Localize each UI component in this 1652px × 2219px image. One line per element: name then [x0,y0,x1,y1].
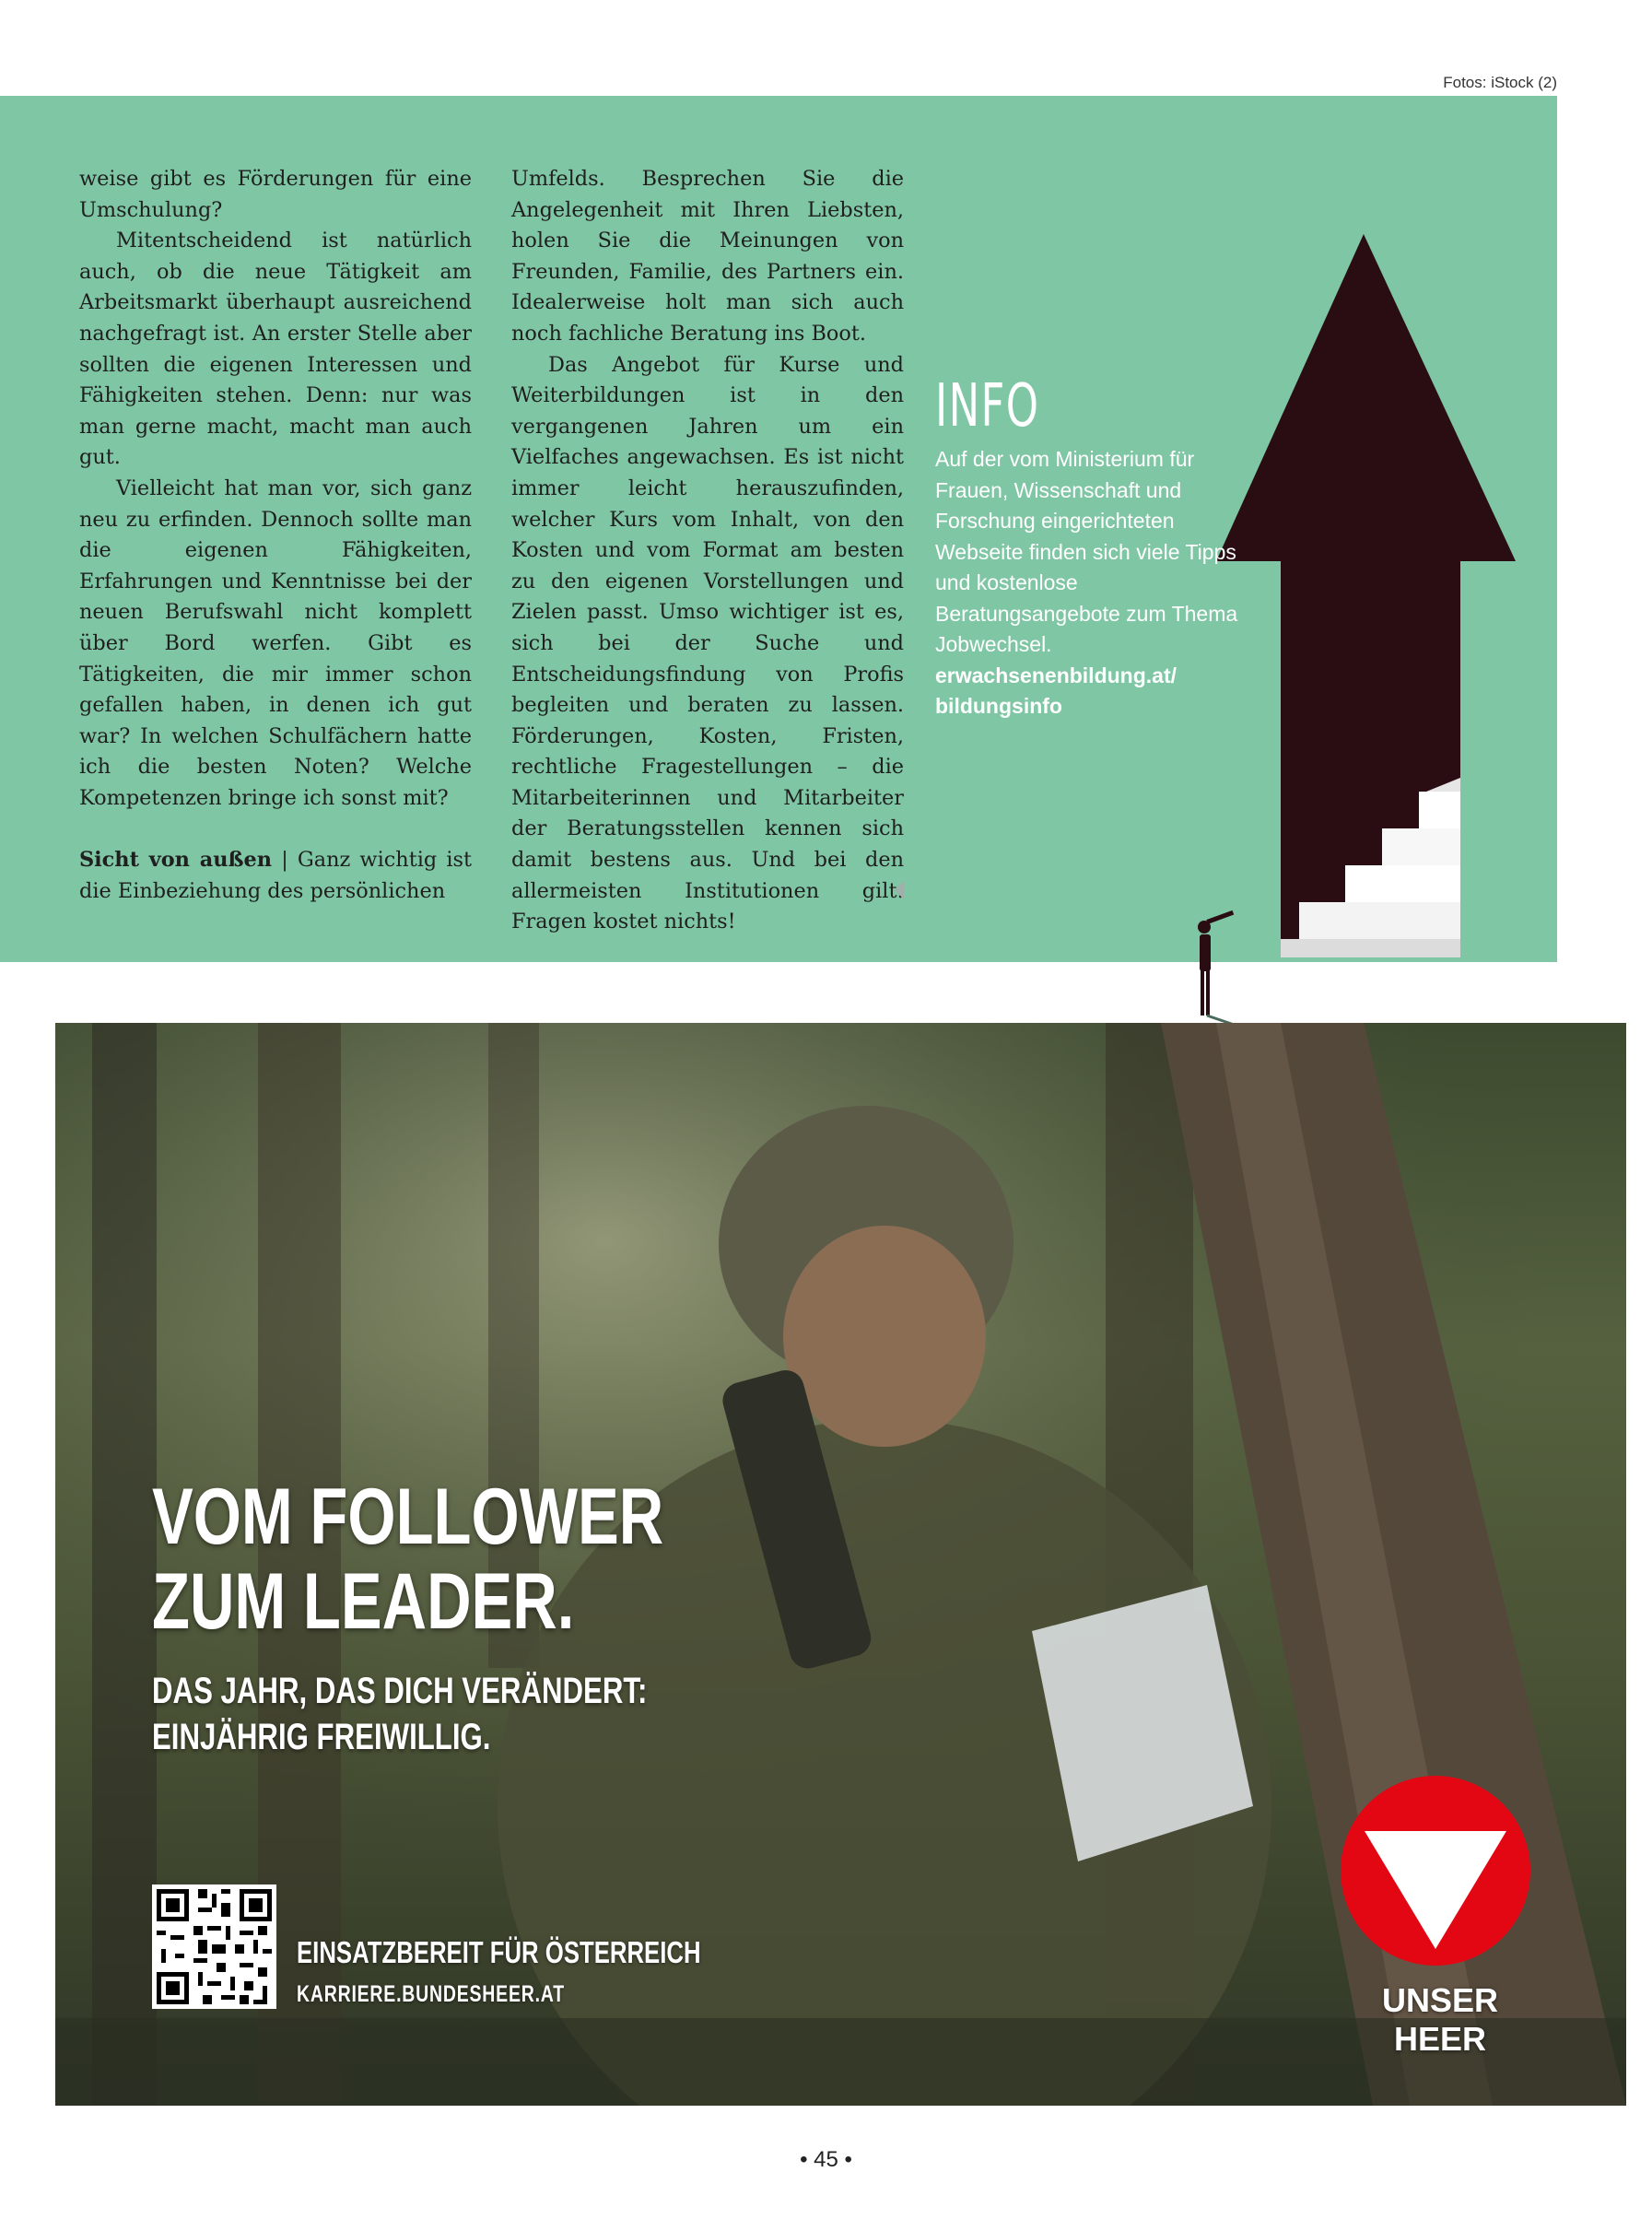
article-end-icon [895,881,904,899]
photo-credit: Fotos: iStock (2) [1443,74,1557,91]
info-text: Auf der vom Ministerium für Frauen, Wissenschaft und Forschung eingerichteten Webseite finden sich viele Tipps und kostenlose Beratungsangebote zum Thema Jobwechsel. [935,447,1238,656]
logo-text: UNSER HEER [1381,1981,1499,2058]
ad-subheadline [152,1668,647,1760]
paragraph-text: | Ganz wichtig ist die Einbeziehung des persönlichen [79,848,472,903]
qr-code-icon[interactable] [152,1884,276,2009]
info-link[interactable] [935,661,1239,722]
paragraph-with-subhead [79,845,472,907]
paragraph: Das Angebot für Kurse und Weiterbildungen ist in den vergangenen Jahren um ein Vielfaches angewachsen. Es ist nicht immer leicht herauszufinden, welcher Kurs vom Inhalt, von den Kosten und vom Format am besten zu den eigenen Vorstellungen und Zielen passt. Umso wichtiger ist es, sich bei der Suche und Entscheidungsfindung von Profis begleiten und beraten zu lassen. Förderungen, Kosten, Fristen, rechtliche Fragestellungen – die Mitarbeiterinnen und Mitarbeiter der Beratungsstellen kennen sich damit bestens aus. Und bei den allermeisten Institutionen gilt: Fragen kostet nichts! [511,352,904,934]
page-number: • 45 • [800,2147,852,2172]
ad-headline-line-1: VOM FOLLOWER [152,1473,664,1561]
ad-sub-line-2: EINJÄHRIG FREIWILLIG. [152,1717,491,1757]
paragraph: Vielleicht hat man vor, sich ganz neu zu erfinden. Dennoch sollte man die eigenen Fähigkeiten, Erfahrungen und Kenntnisse bei der neuen Berufswahl nicht komplett über Bord werfen. Gibt es Tätigkeiten, die mir immer schon gefallen haben, in denen ich gut war? In welchen Schulfächern hatte ich die besten Noten? Welche Kompetenzen bringe ich sonst mit? [79,476,472,810]
info-title: INFO [935,372,1040,440]
person-with-telescope-icon [1198,910,1234,1016]
arrow-staircase-illustration [1198,225,1539,1036]
info-link-line-1[interactable]: erwachsenenbildung.at/ [935,663,1177,687]
ad-tagline: EINSATZBEREIT FÜR ÖSTERREICH [297,1935,701,1969]
bundesheer-logo-icon [1339,1774,1532,1967]
ad-sub-line-1: DAS JAHR, DAS DICH VERÄNDERT: [152,1671,648,1711]
paragraph: Umfelds. Besprechen Sie die Angelegenheit mit Ihren Liebsten, holen Sie die Meinungen von Freunden, Familie, des Partners ein. Idealerweise holt man sich auch noch fachliche Beratung ins Boot. [511,167,904,346]
info-box [935,444,1239,722]
ad-headline [152,1474,663,1644]
ad-headline-line-2: ZUM LEADER. [152,1557,575,1646]
paragraph: weise gibt es Förderungen für eine Umschulung? [79,167,472,222]
bundesheer-advertisement [55,1023,1626,2106]
ad-url-link[interactable]: KARRIERE.BUNDESHEER.AT [297,1981,565,2007]
paragraph: Mitentscheidend ist natürlich auch, ob die neue Tätigkeit am Arbeitsmarkt überhaupt ausreichend nachgefragt ist. An erster Stelle aber sollten die eigenen Interessen und Fähigkeiten stehen. Denn: nur was man gerne macht, macht man auch gut. [79,229,472,470]
subhead: Sicht von außen [79,848,273,873]
arrow-up-icon [1216,234,1516,957]
article-column-2 [511,164,904,938]
article-column-1 [79,164,472,907]
info-link-line-2[interactable]: bildungsinfo [935,694,1062,718]
article-panel [0,96,1557,962]
